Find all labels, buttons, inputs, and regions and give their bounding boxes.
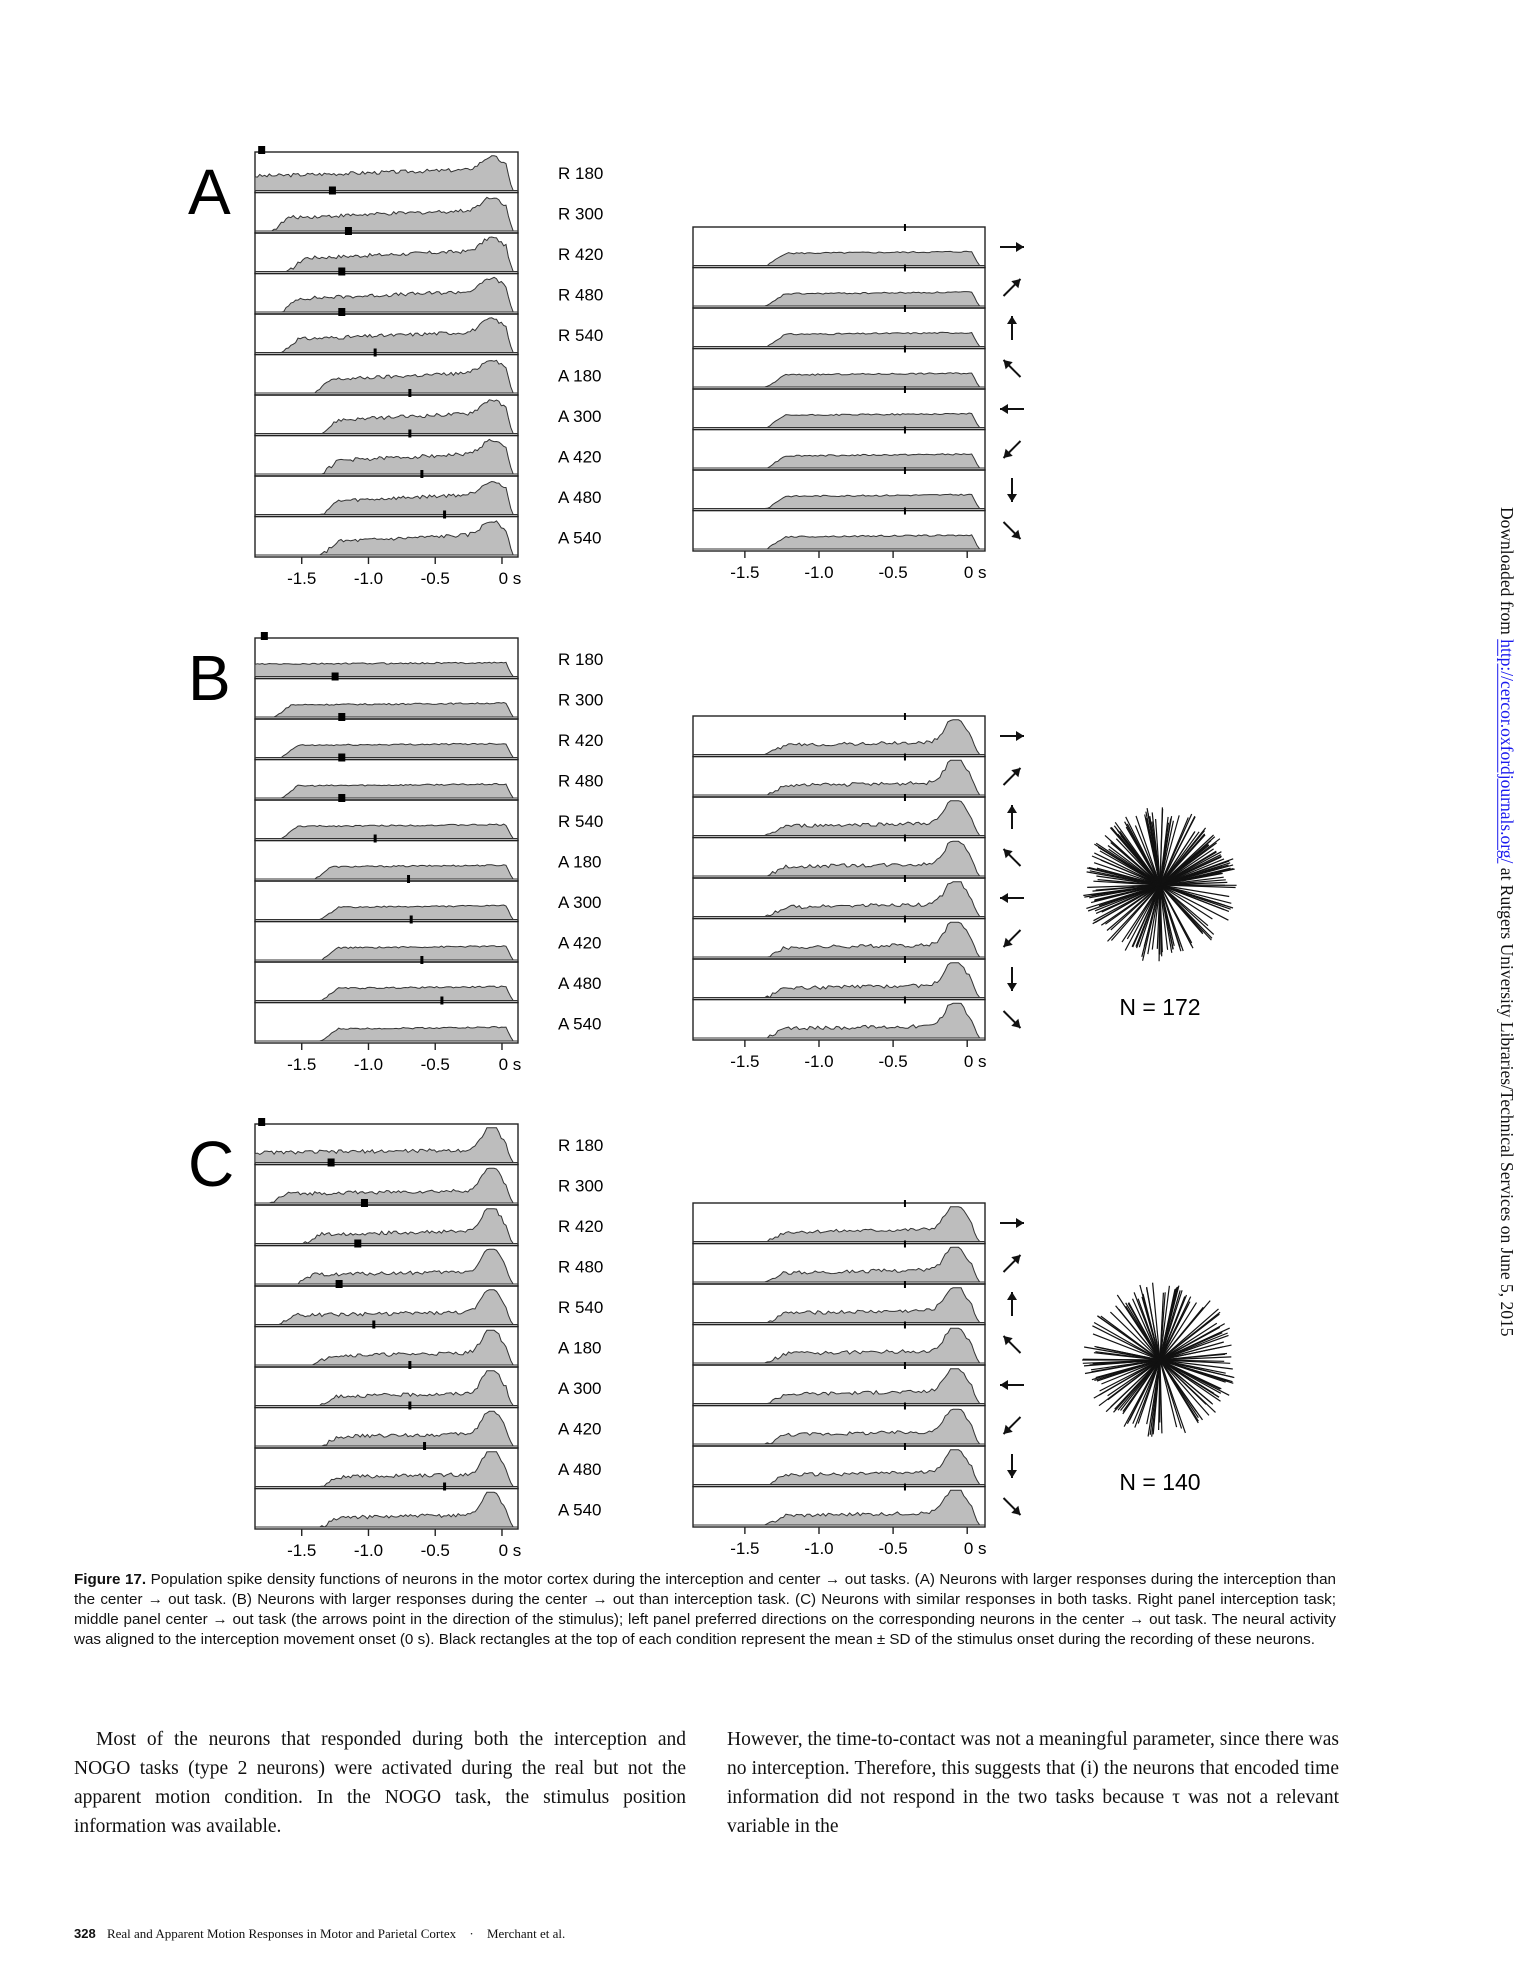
spike-density-trace xyxy=(255,1249,518,1284)
arrow-left-icon xyxy=(1000,1380,1024,1390)
left-trace-row xyxy=(255,1199,603,1246)
x-tick-label: -1.5 xyxy=(287,1541,317,1560)
arrow-down-icon xyxy=(1007,1454,1017,1478)
spike-density-trace xyxy=(255,1290,518,1325)
right-trace-row xyxy=(693,1443,985,1487)
body-column-left xyxy=(74,1725,686,1841)
x-tick-label: -0.5 xyxy=(878,1539,908,1558)
right-trace-row xyxy=(693,224,985,268)
stimulus-onset-marker xyxy=(328,1159,335,1167)
spike-density-trace xyxy=(255,1330,518,1365)
download-link[interactable]: http://cercor.oxfordjournals.org/ xyxy=(1497,639,1517,864)
spike-density-trace xyxy=(255,360,518,393)
spike-density-trace xyxy=(255,1209,518,1244)
arrow-down-left-icon xyxy=(1004,930,1021,947)
condition-label: R 180 xyxy=(558,1136,604,1155)
spike-density-trace xyxy=(255,865,518,879)
x-tick-label: 0 s xyxy=(963,1539,987,1558)
download-prefix: Downloaded from xyxy=(1497,507,1517,640)
stimulus-onset-marker xyxy=(354,1240,361,1248)
spike-density-trace xyxy=(693,1450,985,1485)
body-paragraph: However, the time-to-contact was not a meaningful parameter, since there was no interception. Therefore, this suggests that (i) the neurons that encoded time information did not respond in the two tasks because τ was not a relevant variable in the xyxy=(727,1729,1339,1837)
x-tick-label: 0 s xyxy=(498,1541,522,1560)
stimulus-onset-marker xyxy=(904,713,906,720)
left-trace-row xyxy=(255,673,603,720)
arrow-down-left-icon xyxy=(1004,1417,1021,1434)
x-tick-label: -1.0 xyxy=(804,1539,834,1558)
preferred-direction-polar-plot xyxy=(1082,1283,1234,1437)
left-trace-row xyxy=(255,1159,603,1206)
right-trace-row xyxy=(693,794,985,838)
spike-density-trace xyxy=(693,1288,985,1323)
stimulus-onset-marker xyxy=(338,713,345,721)
spike-density-trace xyxy=(693,1247,985,1282)
arrow-down-left-icon xyxy=(1004,441,1021,458)
stimulus-onset-marker xyxy=(440,997,443,1005)
stimulus-onset-marker xyxy=(420,956,423,964)
stimulus-onset-marker xyxy=(904,835,906,842)
arrow-up-icon xyxy=(1007,805,1017,829)
right-trace-row xyxy=(693,386,985,430)
left-trace-row xyxy=(255,389,602,436)
spike-density-trace xyxy=(693,1207,985,1242)
x-tick-label: -1.0 xyxy=(353,1055,384,1074)
x-tick-label: -1.0 xyxy=(353,1541,384,1560)
condition-label: R 540 xyxy=(558,326,604,345)
right-trace-row xyxy=(693,467,985,511)
spike-density-trace xyxy=(255,1128,518,1163)
panel-letter: B xyxy=(188,642,231,714)
arrow-left-icon xyxy=(1000,404,1024,414)
x-tick-label: -0.5 xyxy=(420,1055,450,1074)
x-tick-label: -0.5 xyxy=(420,1541,450,1560)
arrow-up-left-icon xyxy=(1004,360,1021,377)
panel-letter: A xyxy=(188,156,231,228)
arrow-right-icon xyxy=(1000,731,1024,741)
stimulus-onset-marker xyxy=(332,673,339,681)
right-trace-row xyxy=(693,875,985,919)
download-suffix: at Rutgers University Libraries/Technical Services on June 5, 2015 xyxy=(1497,863,1517,1337)
footer-separator: · xyxy=(469,1926,474,1941)
condition-label: A 540 xyxy=(558,1014,602,1034)
spike-density-trace xyxy=(693,963,985,998)
left-trace-row xyxy=(255,754,603,801)
right-trace-row xyxy=(693,754,985,798)
stimulus-onset-marker xyxy=(374,349,377,357)
figure-caption xyxy=(74,1570,1336,1650)
stimulus-onset-marker xyxy=(904,1443,906,1450)
spike-density-trace xyxy=(255,743,518,757)
spike-density-trace xyxy=(255,1168,518,1203)
stimulus-onset-marker xyxy=(336,1280,343,1288)
spike-density-trace xyxy=(693,1490,985,1525)
stimulus-onset-marker xyxy=(904,754,906,761)
right-trace-row xyxy=(693,997,985,1041)
running-title: Real and Apparent Motion Responses in Motor and Parietal Cortex xyxy=(106,1926,457,1941)
left-trace-row xyxy=(255,1118,603,1165)
arrow-down-right-icon xyxy=(1004,522,1021,539)
spike-density-trace xyxy=(255,946,518,960)
stimulus-onset-marker xyxy=(904,1484,906,1491)
spike-density-trace xyxy=(255,439,518,474)
x-tick-label: 0 s xyxy=(963,1052,987,1071)
left-trace-row xyxy=(255,1483,602,1530)
left-trace-row xyxy=(255,997,602,1044)
condition-label: A 180 xyxy=(558,852,602,872)
spike-density-trace xyxy=(255,1027,518,1042)
right-trace-row xyxy=(693,305,985,349)
stimulus-onset-marker xyxy=(408,430,411,438)
stimulus-onset-marker xyxy=(904,1403,906,1410)
stimulus-onset-marker xyxy=(904,224,906,231)
left-trace-row xyxy=(255,835,602,882)
arrow-right-icon xyxy=(1000,242,1024,252)
x-tick-label: -1.0 xyxy=(804,563,834,582)
stimulus-onset-marker xyxy=(423,1442,426,1450)
stimulus-onset-marker xyxy=(904,265,906,272)
spike-density-trace xyxy=(693,801,985,836)
stimulus-onset-marker xyxy=(904,1241,906,1248)
stimulus-onset-marker xyxy=(258,1118,265,1126)
condition-label: A 420 xyxy=(558,447,602,467)
stimulus-onset-marker xyxy=(345,227,352,235)
left-trace-row xyxy=(255,227,603,274)
spike-density-trace xyxy=(255,1452,518,1487)
spike-density-trace xyxy=(693,251,985,265)
stimulus-onset-marker xyxy=(904,467,906,474)
right-trace-row xyxy=(693,508,985,552)
spike-density-trace xyxy=(255,905,518,920)
right-trace-row xyxy=(693,1322,985,1366)
right-trace-row xyxy=(693,1362,985,1406)
condition-label: A 420 xyxy=(558,1419,602,1439)
spike-density-trace xyxy=(693,1409,985,1444)
stimulus-onset-marker xyxy=(904,997,906,1004)
condition-label: A 480 xyxy=(558,974,602,993)
stimulus-onset-marker xyxy=(904,305,906,312)
arrow-up-icon xyxy=(1007,316,1017,340)
spike-density-trace xyxy=(693,332,985,346)
stimulus-onset-marker xyxy=(904,1200,906,1207)
stimulus-onset-marker xyxy=(258,146,265,154)
condition-label: R 300 xyxy=(558,690,604,710)
spike-density-trace xyxy=(693,882,985,917)
stimulus-onset-marker xyxy=(407,875,410,883)
neuron-count-label: N = 140 xyxy=(1119,1469,1201,1495)
spike-density-trace xyxy=(693,720,985,755)
spike-density-trace xyxy=(255,662,518,676)
right-trace-row xyxy=(693,1403,985,1447)
direction-vector xyxy=(1160,1333,1228,1360)
stimulus-onset-marker xyxy=(904,916,906,923)
spike-density-trace xyxy=(255,237,518,272)
stimulus-onset-marker xyxy=(904,1322,906,1329)
spike-density-trace xyxy=(255,1492,518,1527)
left-trace-row xyxy=(255,1321,602,1368)
x-tick-label: -1.0 xyxy=(353,569,384,588)
right-trace-row xyxy=(693,1241,985,1285)
left-trace-row xyxy=(255,1442,602,1489)
condition-label: R 420 xyxy=(558,245,604,264)
caption-text: Population spike density functions of neurons in the motor cortex during the interception and center → out tasks. (A) Neurons with larger responses during the interception than the center → out task. (B) Neurons with larger responses during the center → out than interception task. (C) Neurons with similar responses in both tasks. Right panel interception task; middle panel center → out task (the arrows point in the direction of the stimulus); left panel preferred directions on the corresponding neurons in the center → out task. The neural activity was aligned to the interception movement onset (0 s). Black rectangles at the top of each condition represent the mean ± SD of the stimulus onset during the recording of these neurons. xyxy=(74,1571,1336,1648)
body-column-right xyxy=(727,1725,1339,1841)
spike-density-trace xyxy=(255,197,518,231)
condition-label: R 180 xyxy=(558,650,604,669)
spike-density-trace xyxy=(255,277,518,312)
x-tick-label: 0 s xyxy=(963,563,987,582)
spike-density-trace xyxy=(693,1003,985,1038)
page-footer xyxy=(74,1926,565,1942)
stimulus-onset-marker xyxy=(904,508,906,515)
right-trace-row xyxy=(693,346,985,390)
stimulus-onset-marker xyxy=(338,794,345,802)
stimulus-onset-marker xyxy=(410,916,413,924)
spike-density-trace xyxy=(693,841,985,876)
spike-density-trace xyxy=(693,292,985,306)
left-trace-row xyxy=(255,1402,602,1449)
condition-label: R 300 xyxy=(558,1176,604,1196)
stimulus-onset-marker xyxy=(338,754,345,762)
left-trace-row xyxy=(255,916,602,963)
left-trace-row xyxy=(255,430,602,477)
condition-label: R 480 xyxy=(558,285,604,305)
arrow-up-right-icon xyxy=(1004,279,1021,296)
x-tick-label: 0 s xyxy=(498,569,522,588)
left-trace-row xyxy=(255,349,602,396)
left-trace-row xyxy=(255,632,603,679)
x-tick-label: 0 s xyxy=(498,1055,522,1074)
condition-label: A 480 xyxy=(558,1460,602,1479)
spike-density-trace xyxy=(693,1369,985,1404)
stimulus-onset-marker xyxy=(904,346,906,353)
arrow-down-right-icon xyxy=(1004,1011,1021,1028)
stimulus-onset-marker xyxy=(329,187,336,195)
condition-label: R 540 xyxy=(558,812,604,831)
right-trace-row xyxy=(693,1200,985,1244)
x-tick-label: -0.5 xyxy=(878,563,908,582)
condition-label: R 540 xyxy=(558,1298,604,1317)
condition-label: R 180 xyxy=(558,164,604,183)
stimulus-onset-marker xyxy=(408,1361,411,1369)
spike-density-trace xyxy=(255,521,518,555)
stimulus-onset-marker xyxy=(408,389,411,397)
stimulus-onset-marker xyxy=(443,1483,446,1491)
spike-density-trace xyxy=(255,156,518,191)
left-trace-row xyxy=(255,308,603,355)
x-tick-label: -0.5 xyxy=(420,569,450,588)
arrow-down-icon xyxy=(1007,478,1017,502)
caption-label: Figure 17. xyxy=(74,1571,147,1588)
spike-density-trace xyxy=(255,400,518,434)
authors: Merchant et al. xyxy=(486,1926,566,1941)
condition-label: R 480 xyxy=(558,1257,604,1277)
spike-density-trace xyxy=(255,482,518,515)
condition-label: R 300 xyxy=(558,204,604,224)
stimulus-onset-marker xyxy=(420,470,423,478)
spike-density-trace xyxy=(255,1411,518,1446)
spike-density-trace xyxy=(693,413,985,428)
arrow-up-right-icon xyxy=(1004,768,1021,785)
condition-label: A 480 xyxy=(558,488,602,507)
stimulus-onset-marker xyxy=(261,632,268,640)
left-trace-row xyxy=(255,1361,602,1408)
condition-label: A 300 xyxy=(558,893,602,912)
right-trace-row xyxy=(693,265,985,309)
right-trace-row xyxy=(693,1484,985,1528)
stimulus-onset-marker xyxy=(904,1281,906,1288)
arrow-up-right-icon xyxy=(1004,1255,1021,1272)
stimulus-onset-marker xyxy=(374,835,377,843)
stimulus-onset-marker xyxy=(372,1321,375,1329)
stimulus-onset-marker xyxy=(904,427,906,434)
condition-label: A 420 xyxy=(558,933,602,953)
stimulus-onset-marker xyxy=(904,1362,906,1369)
arrow-left-icon xyxy=(1000,893,1024,903)
x-tick-label: -0.5 xyxy=(878,1052,908,1071)
spike-density-trace xyxy=(693,535,985,549)
x-tick-label: -1.5 xyxy=(730,563,760,582)
spike-density-trace xyxy=(693,454,985,468)
arrow-down-right-icon xyxy=(1004,1498,1021,1515)
stimulus-onset-marker xyxy=(443,511,446,519)
spike-density-trace xyxy=(693,373,985,387)
condition-label: A 540 xyxy=(558,528,602,548)
spike-density-trace xyxy=(255,986,518,1001)
x-tick-label: -1.5 xyxy=(730,1052,760,1071)
right-trace-row xyxy=(693,916,985,960)
condition-label: A 540 xyxy=(558,1500,602,1520)
neuron-count-label: N = 172 xyxy=(1119,994,1201,1020)
stimulus-onset-marker xyxy=(904,386,906,393)
condition-label: R 480 xyxy=(558,771,604,791)
arrow-up-left-icon xyxy=(1004,849,1021,866)
condition-label: A 180 xyxy=(558,1338,602,1358)
spike-density-trace xyxy=(693,922,985,957)
right-trace-row xyxy=(693,713,985,757)
left-trace-row xyxy=(255,470,602,517)
condition-label: A 300 xyxy=(558,1379,602,1398)
stimulus-onset-marker xyxy=(904,794,906,801)
page-number: 328 xyxy=(74,1926,96,1941)
stimulus-onset-marker xyxy=(904,956,906,963)
right-trace-row xyxy=(693,427,985,471)
spike-density-trace xyxy=(693,760,985,795)
arrow-up-icon xyxy=(1007,1292,1017,1316)
left-trace-row xyxy=(255,713,603,760)
left-trace-row xyxy=(255,956,602,1003)
x-tick-label: -1.5 xyxy=(287,1055,317,1074)
spike-density-trace xyxy=(255,784,518,799)
right-trace-row xyxy=(693,835,985,879)
arrow-right-icon xyxy=(1000,1218,1024,1228)
condition-label: A 180 xyxy=(558,366,602,386)
stimulus-onset-marker xyxy=(361,1199,368,1207)
left-trace-row xyxy=(255,187,603,234)
left-trace-row xyxy=(255,146,603,193)
body-paragraph: Most of the neurons that responded during both the interception and NOGO tasks (type 2 neurons) were activated during the real but not the apparent motion condition. In the NOGO task, the stimulus position information was available. xyxy=(74,1729,686,1837)
arrow-up-left-icon xyxy=(1004,1336,1021,1353)
panel-letter: C xyxy=(188,1128,235,1200)
condition-label: A 300 xyxy=(558,407,602,426)
spike-density-trace xyxy=(693,1328,985,1363)
x-tick-label: -1.5 xyxy=(287,569,317,588)
condition-label: R 420 xyxy=(558,1217,604,1236)
spike-density-trace xyxy=(255,318,518,353)
preferred-direction-polar-plot xyxy=(1083,807,1236,961)
download-notice xyxy=(1496,507,1517,1337)
left-trace-row xyxy=(255,1240,603,1287)
x-tick-label: -1.5 xyxy=(730,1539,760,1558)
right-trace-row xyxy=(693,956,985,1000)
left-trace-row xyxy=(255,1280,603,1327)
spike-density-trace xyxy=(255,1371,518,1406)
left-trace-row xyxy=(255,511,602,558)
left-trace-row xyxy=(255,875,602,922)
condition-label: R 420 xyxy=(558,731,604,750)
spike-density-trace xyxy=(693,494,985,508)
stimulus-onset-marker xyxy=(904,875,906,882)
stimulus-onset-marker xyxy=(338,268,345,276)
stimulus-onset-marker xyxy=(338,308,345,316)
spike-density-trace xyxy=(255,703,518,718)
arrow-down-icon xyxy=(1007,967,1017,991)
x-tick-label: -1.0 xyxy=(804,1052,834,1071)
spike-density-trace xyxy=(255,824,518,839)
stimulus-onset-marker xyxy=(408,1402,411,1410)
left-trace-row xyxy=(255,268,603,315)
left-trace-row xyxy=(255,794,603,841)
right-trace-row xyxy=(693,1281,985,1325)
